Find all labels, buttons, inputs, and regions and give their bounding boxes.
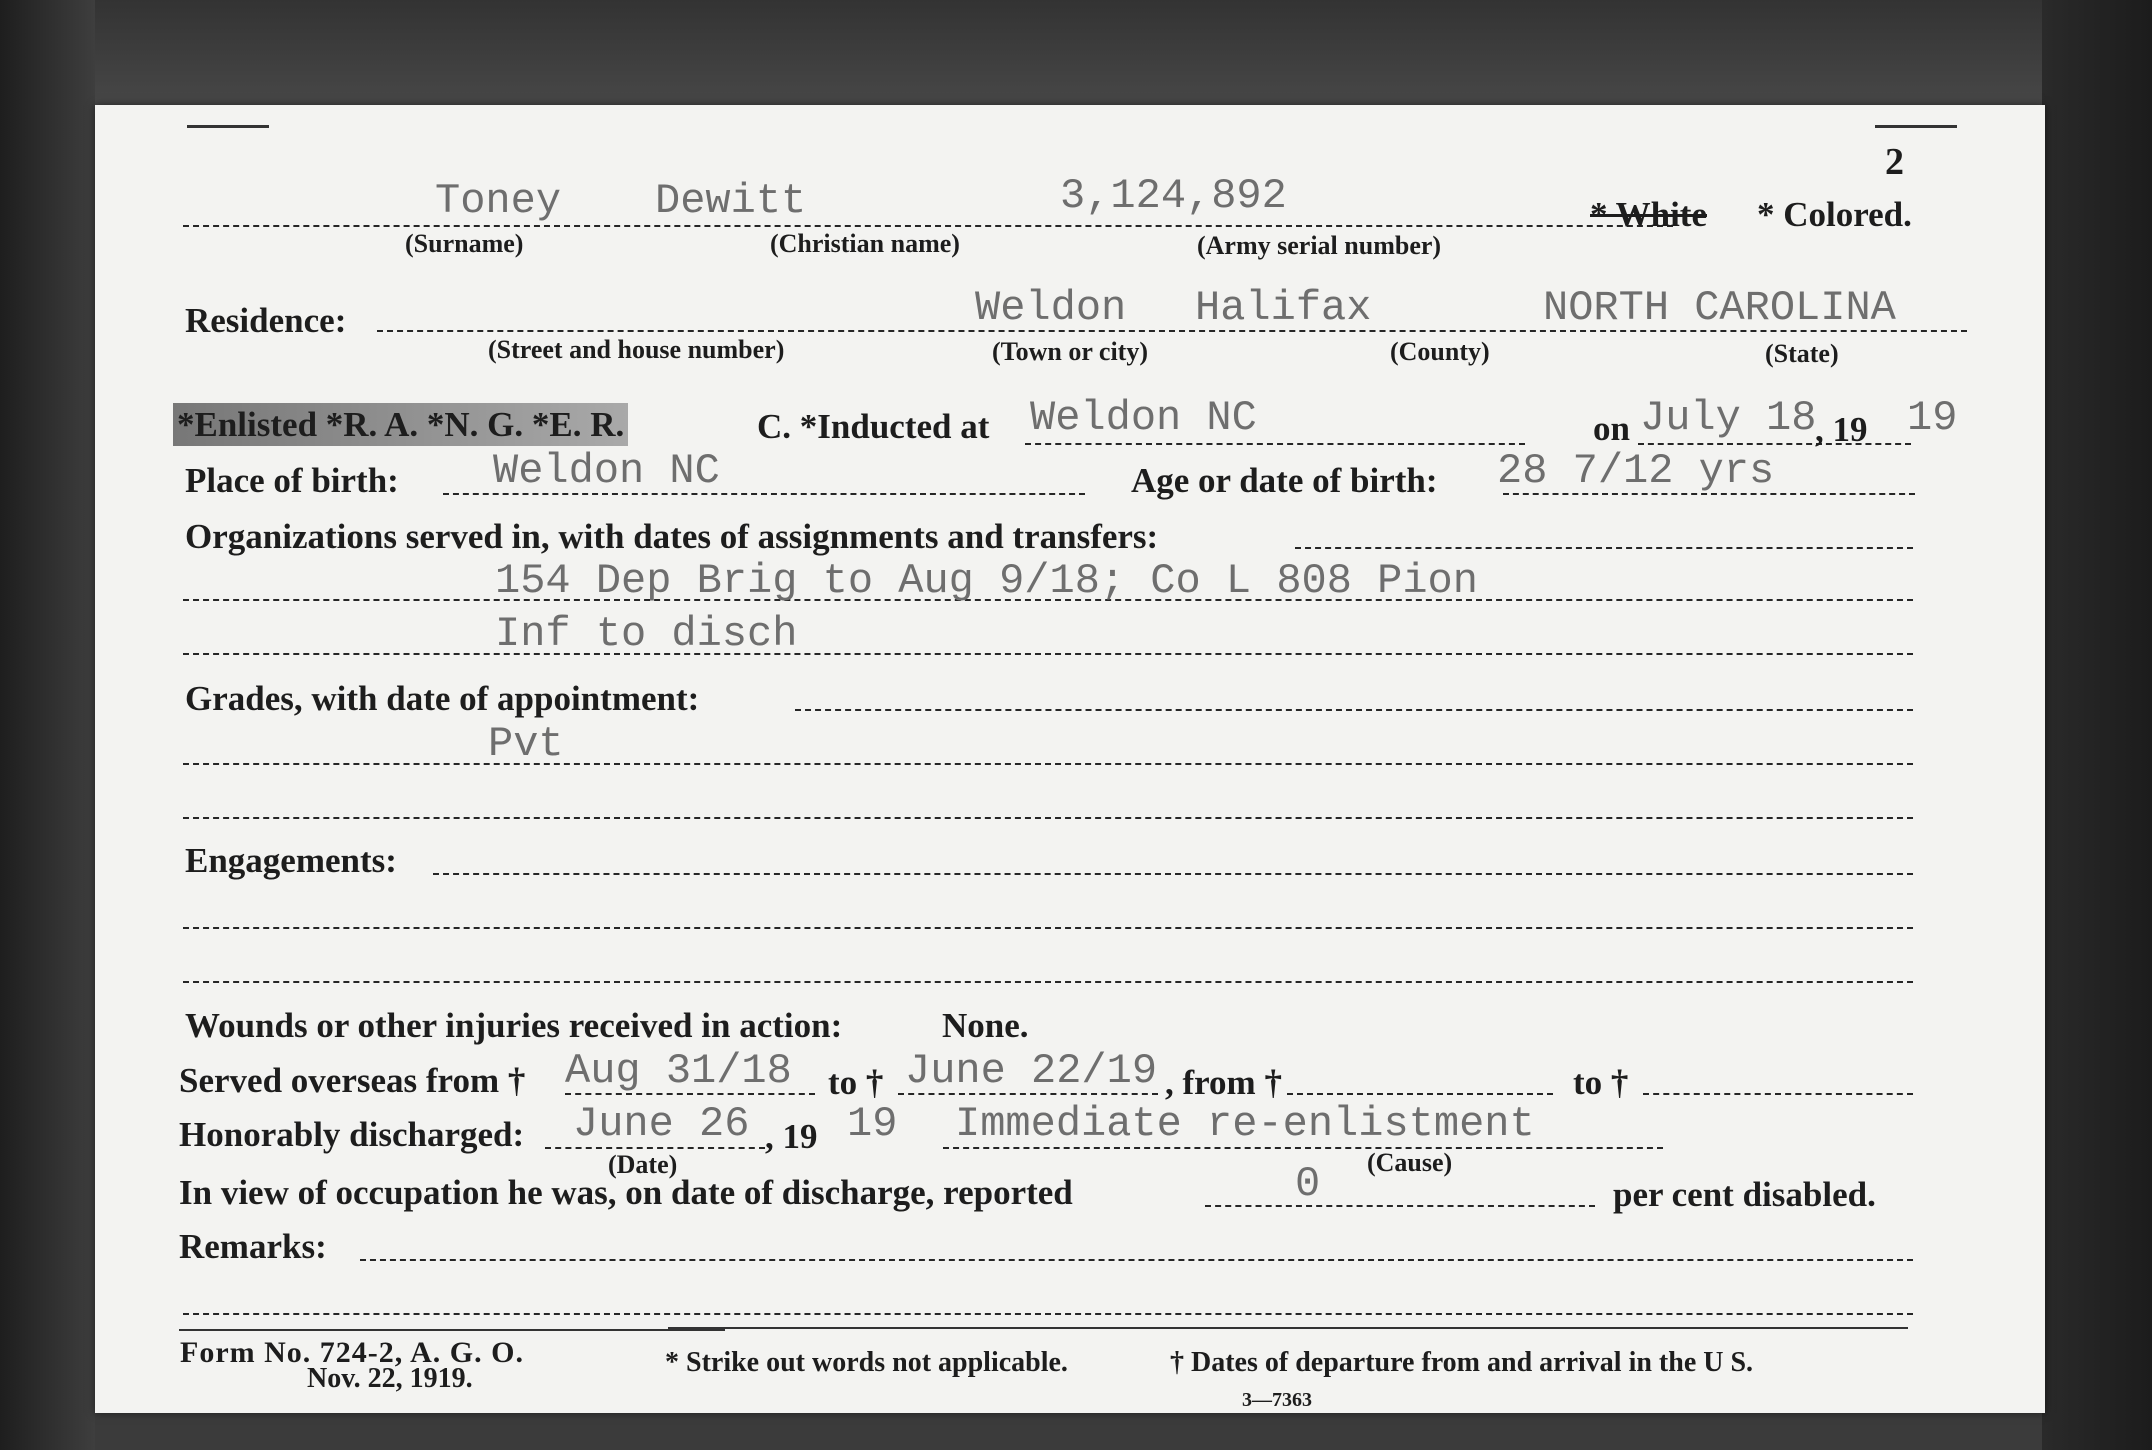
residence-county: Halifax <box>1195 284 1372 332</box>
caption-discharge-date: (Date) <box>608 1150 678 1179</box>
residence-state: NORTH CAROLINA <box>1543 284 1896 332</box>
engagements-label: Engagements: <box>185 841 397 880</box>
discharge-year-prefix: , 19 <box>765 1117 818 1156</box>
top-left-rule <box>187 125 269 128</box>
organizations-entry-2: Inf to disch <box>495 610 798 658</box>
disability-suffix: per cent disabled. <box>1613 1175 1876 1214</box>
engagements-line-0 <box>433 873 1913 875</box>
caption-state: (State) <box>1765 339 1839 368</box>
place-of-birth-value: Weldon NC <box>493 447 720 495</box>
strike-note: * Strike out words not applicable. <box>665 1347 1068 1378</box>
overseas-to2-label: to † <box>1573 1063 1629 1102</box>
serial-number-value: 3,124,892 <box>1060 172 1287 220</box>
name-line <box>183 225 1673 227</box>
scan-background-right <box>2042 0 2152 1450</box>
scan-background-top <box>0 0 2152 110</box>
race-colored-option: * Colored. <box>1757 195 1912 234</box>
overseas-from2-line <box>1287 1093 1553 1095</box>
grades-line-1 <box>183 763 1913 765</box>
discharge-year: 19 <box>847 1100 898 1148</box>
engagements-line-1 <box>183 927 1913 929</box>
inducted-year: 19 <box>1907 394 1958 442</box>
dates-note: † Dates of departure from and arrival in the U S. <box>1170 1347 1754 1378</box>
overseas-to2-line <box>1643 1093 1913 1095</box>
grade-value: Pvt <box>488 720 564 768</box>
grades-line-2 <box>183 817 1913 819</box>
footer-rule-right <box>668 1327 1908 1329</box>
disability-label: In view of occupation he was, on date of discharge, reported <box>179 1173 1073 1212</box>
organizations-line-2 <box>183 653 1913 655</box>
organizations-label: Organizations served in, with dates of assignments and transfers: <box>185 517 1159 556</box>
caption-town: (Town or city) <box>992 337 1148 366</box>
organizations-entry-1: 154 Dep Brig to Aug 9/18; Co L 808 Pion <box>495 557 1478 605</box>
age-value: 28 7/12 yrs <box>1497 447 1775 495</box>
overseas-from2-label: , from † <box>1165 1063 1282 1102</box>
age-label: Age or date of birth: <box>1131 461 1438 500</box>
caption-discharge-cause: (Cause) <box>1367 1148 1453 1177</box>
inducted-on-label: on <box>1593 409 1630 448</box>
residence-town: Weldon <box>975 284 1127 332</box>
print-code: 3—7363 <box>1242 1389 1312 1411</box>
form-date: Nov. 22, 1919. <box>307 1363 473 1394</box>
organizations-line-0 <box>1295 547 1913 549</box>
wounds-value: None. <box>942 1006 1029 1045</box>
inducted-date: July 18 <box>1640 394 1817 442</box>
caption-serial-number: (Army serial number) <box>1197 231 1442 260</box>
place-of-birth-label: Place of birth: <box>185 461 399 500</box>
overseas-from-label: Served overseas from † <box>179 1061 526 1100</box>
inducted-place-line <box>1025 443 1525 445</box>
disability-value: 0 <box>1295 1160 1321 1208</box>
top-right-rule <box>1875 125 1957 128</box>
inducted-year-prefix: , 19 <box>1815 410 1868 449</box>
grades-line-0 <box>795 709 1913 711</box>
remarks-line-1 <box>183 1313 1913 1315</box>
race-white-option: * White <box>1590 195 1707 234</box>
christian-name-value: Dewitt <box>655 177 807 225</box>
disability-line <box>1205 1205 1595 1207</box>
discharge-cause: Immediate re-enlistment <box>955 1100 1535 1148</box>
remarks-label: Remarks: <box>179 1227 327 1266</box>
enlistment-options: *Enlisted *R. A. *N. G. *E. R. <box>173 407 628 442</box>
grades-label: Grades, with date of appointment: <box>185 679 700 718</box>
wounds-label: Wounds or other injuries received in action: <box>185 1006 843 1045</box>
inducted-at-label: C. *Inducted at <box>757 407 990 446</box>
inducted-place: Weldon NC <box>1030 394 1257 442</box>
overseas-to-date: June 22/19 <box>905 1047 1158 1095</box>
residence-label: Residence: <box>185 301 347 340</box>
remarks-line-0 <box>360 1259 1913 1261</box>
inducted-date-line <box>1638 443 1911 445</box>
overseas-to-label: to † <box>828 1063 884 1102</box>
caption-surname: (Surname) <box>405 229 524 258</box>
caption-county: (County) <box>1390 337 1490 366</box>
service-record-card <box>95 105 2045 1413</box>
caption-street: (Street and house number) <box>488 335 785 364</box>
discharge-label: Honorably discharged: <box>179 1115 525 1154</box>
footer-rule-left <box>179 1329 725 1331</box>
overseas-from-date: Aug 31/18 <box>565 1047 792 1095</box>
discharge-date: June 26 <box>573 1100 750 1148</box>
form-number: Form No. 724-2, A. G. O. <box>180 1336 524 1369</box>
page-number: 2 <box>1885 141 1904 183</box>
engagements-line-2 <box>183 981 1913 983</box>
caption-christian-name: (Christian name) <box>770 229 960 258</box>
scan-background-left <box>0 0 95 1450</box>
surname-value: Toney <box>435 177 562 225</box>
